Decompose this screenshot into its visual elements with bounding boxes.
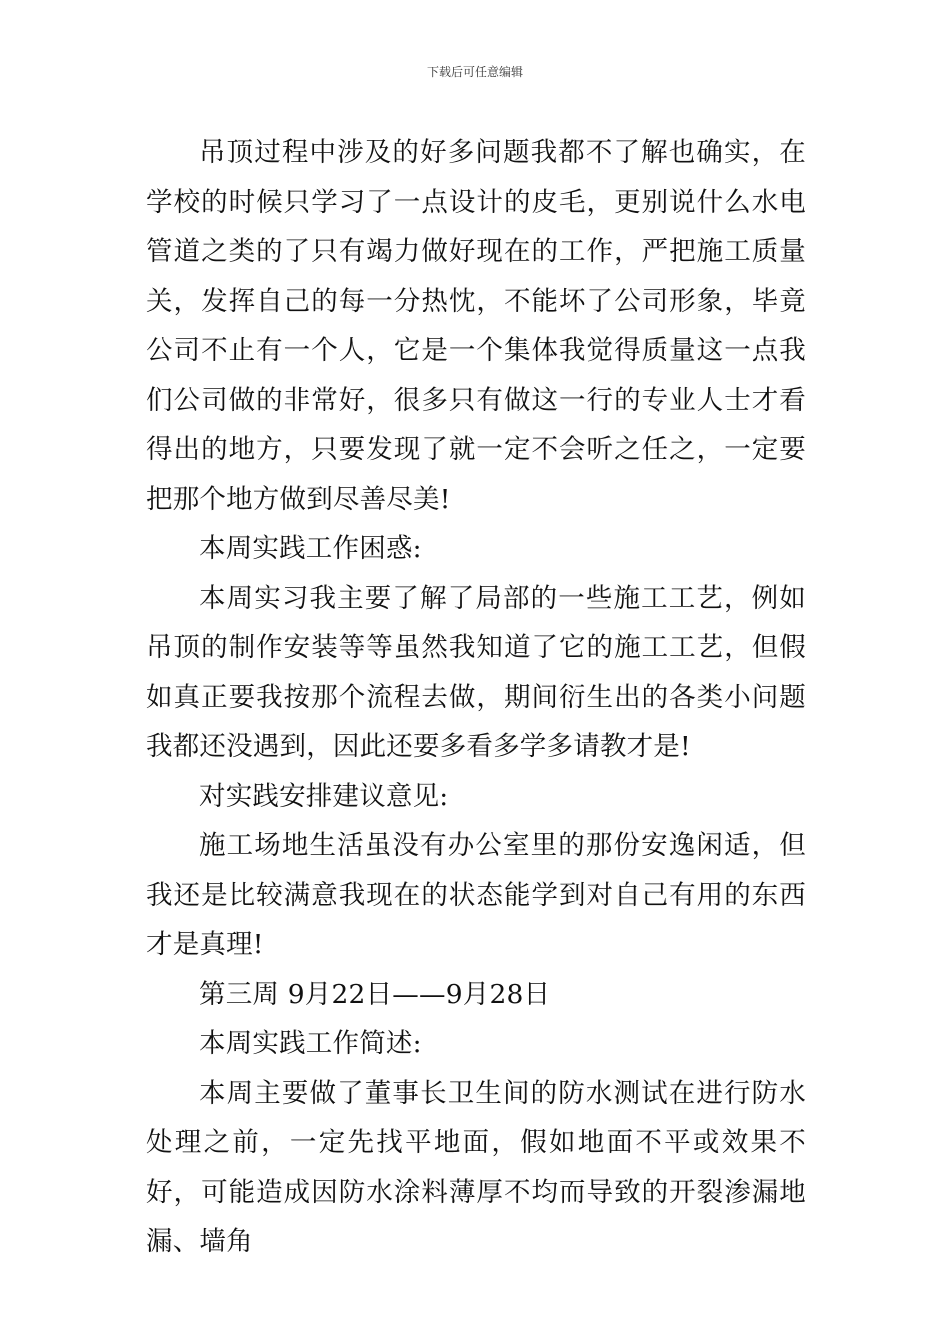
heading-suggestions: 对实践安排建议意见:	[199, 780, 449, 812]
paragraph-suggestions-detail: 施工场地生活虽没有办公室里的那份安逸闲适，但我还是比较满意我现在的状态能学到对自己有用的东西才是真理!	[146, 830, 806, 960]
page-header: 下载后可任意编辑	[426, 65, 523, 79]
heading-week-three: 第三周 9月22日——9月28日	[199, 978, 551, 1010]
heading-weekly-confusion: 本周实践工作困惑:	[199, 533, 422, 564]
paragraph-confusion-detail: 本周实习我主要了解了局部的一些施工工艺，例如吊顶的制作安装等等虽然我知道了它的施工工艺，但假如真正要我按那个流程去做，期间衍生出的各类小问题我都还没遇到，因此还要多看多学多请教才是!	[146, 582, 806, 762]
paragraph-waterproofing: 本周主要做了董事长卫生间的防水测试在进行防水处理之前，一定先找平地面，假如地面不平或效果不好，可能造成因防水涂料薄厚不均而导致的开裂渗漏地漏、墙角	[146, 1077, 806, 1257]
heading-weekly-summary: 本周实践工作简述:	[199, 1028, 422, 1059]
document-body	[146, 128, 806, 1267]
paragraph-ceiling-issues: 吊顶过程中涉及的好多问题我都不了解也确实，在学校的时候只学习了一点设计的皮毛，更别说什么水电管道之类的了只有竭力做好现在的工作，严把施工质量关，发挥自己的每一分热忱，不能坏了公司形象，毕竟公司不止有一个人，它是一个集体我觉得质量这一点我们公司做的非常好，很多只有做这一行的专业人士才看得出的地方，只要发现了就一定不会听之任之，一定要把那个地方做到尽善尽美!	[146, 137, 806, 515]
